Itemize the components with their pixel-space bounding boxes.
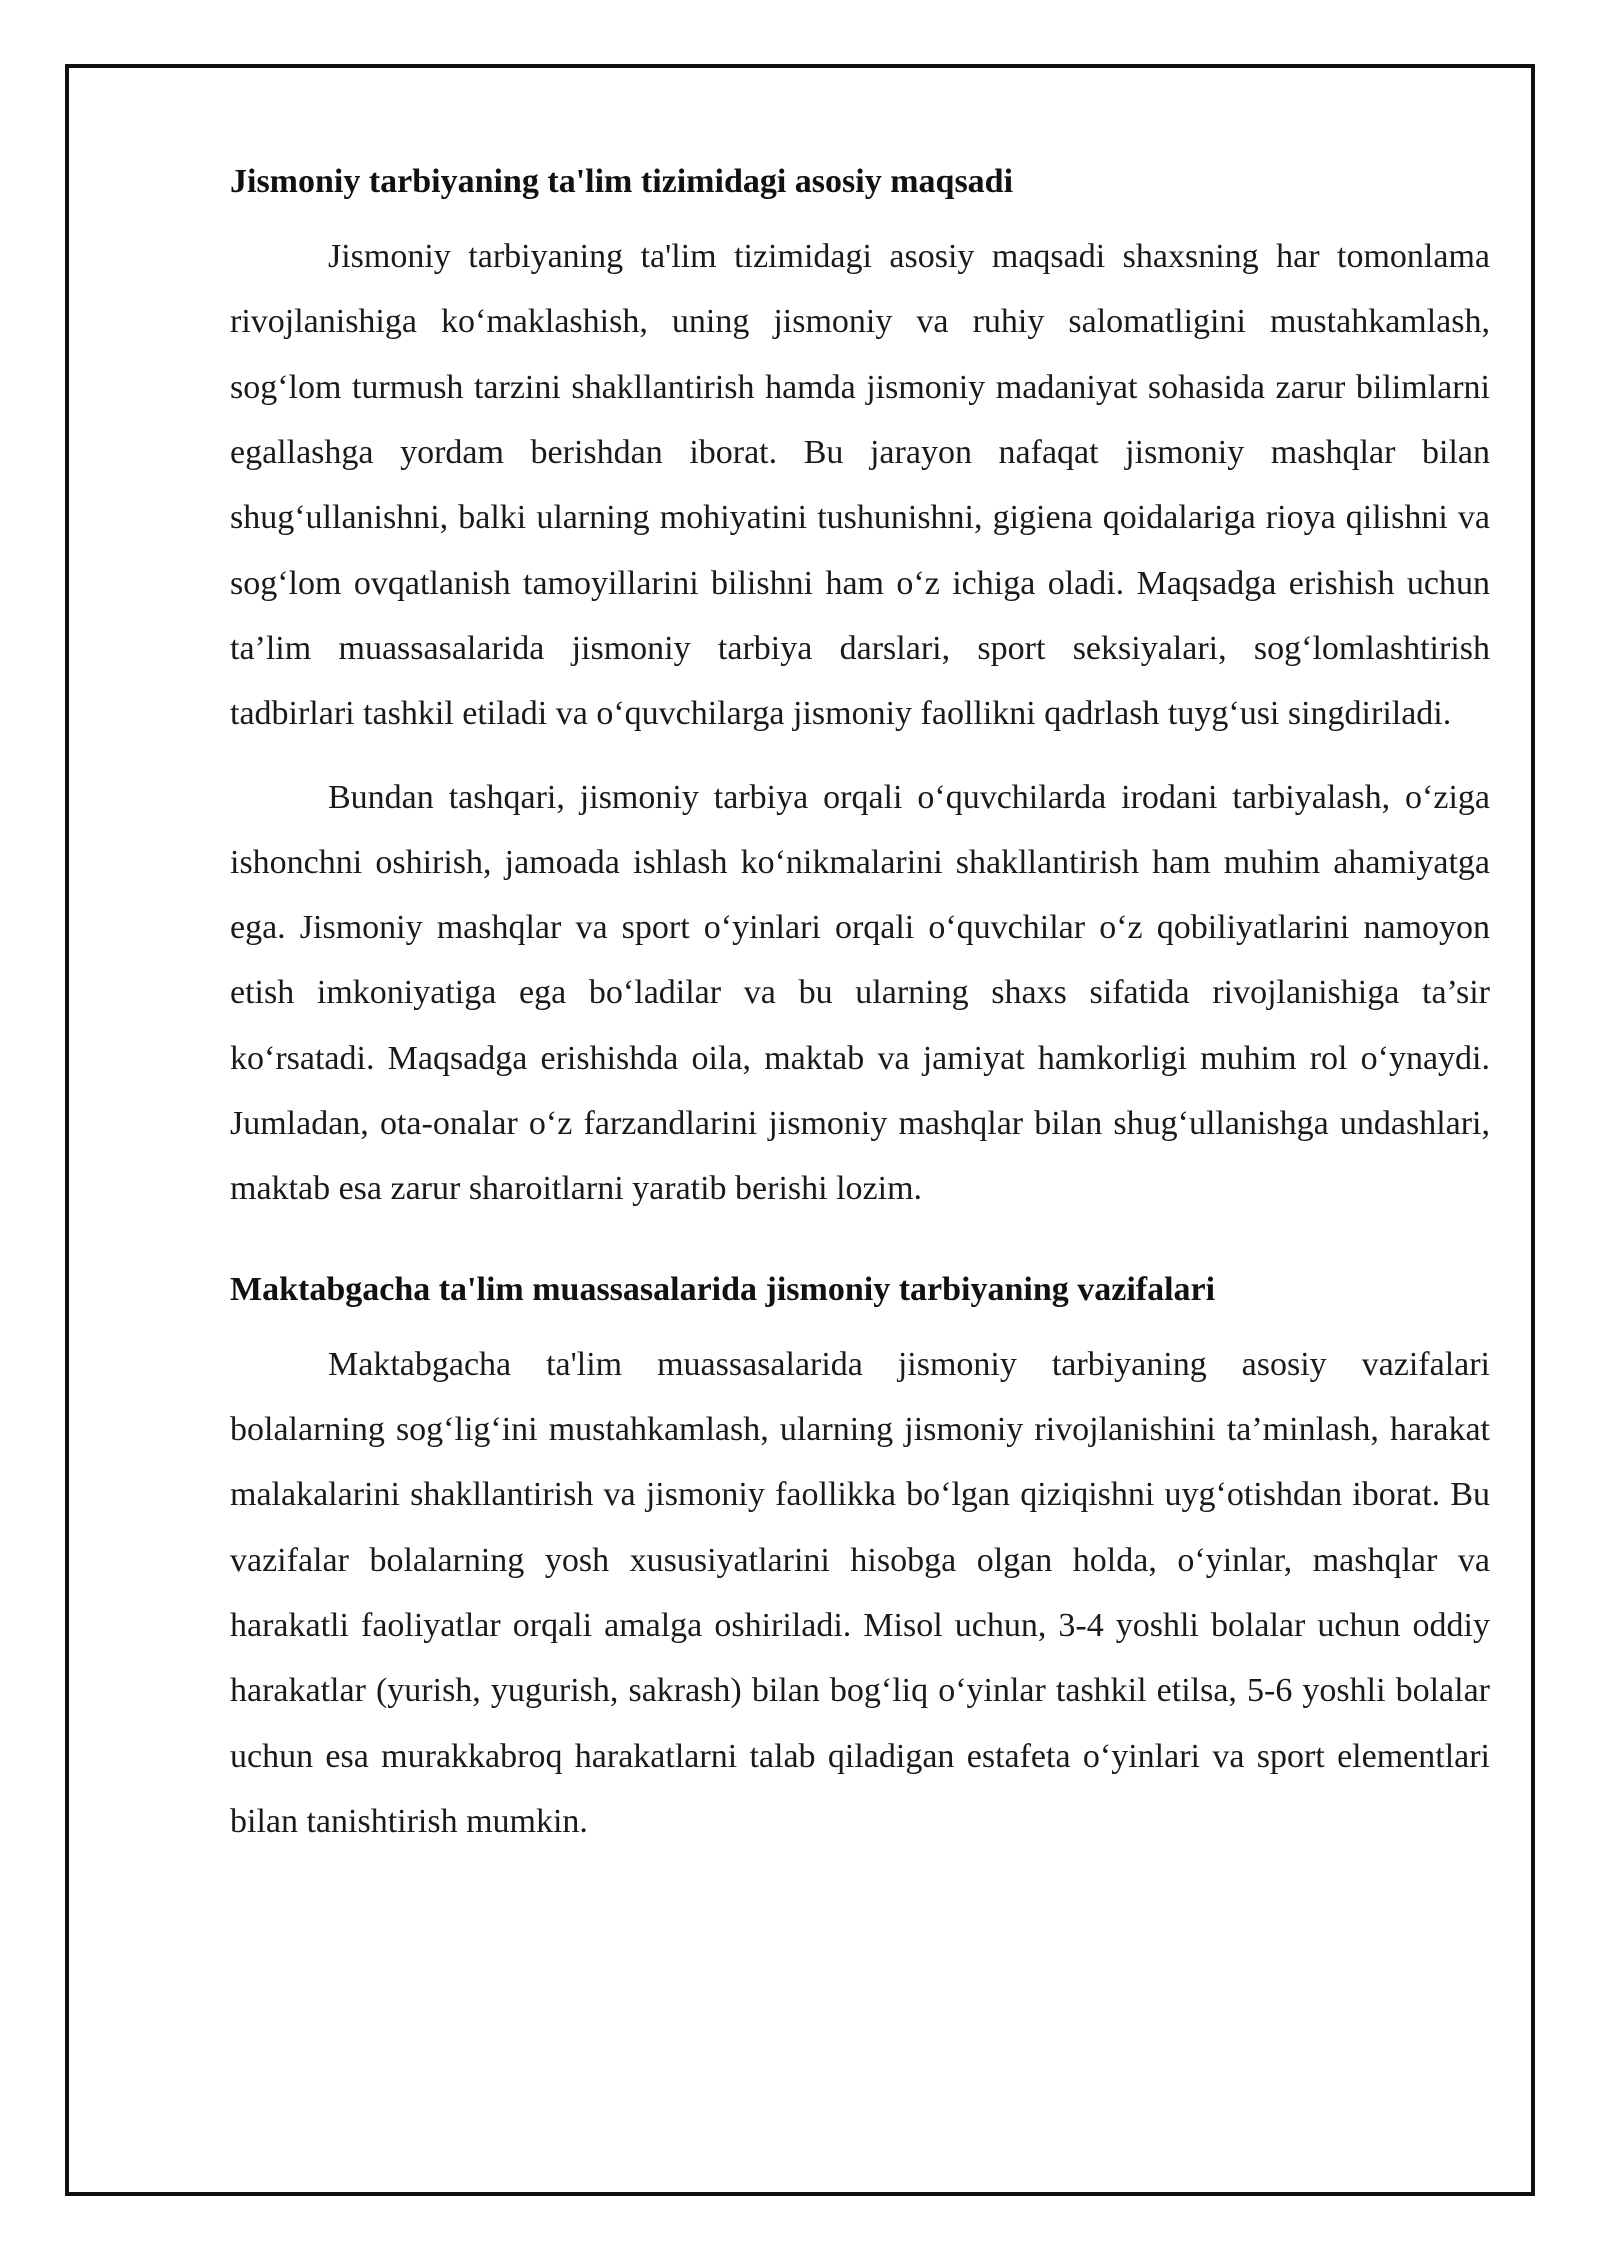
paragraph-goal-1: Jismoniy tarbiyaning ta'lim tizimidagi asosiy maqsadi shaxsning har tomonlama rivojlanishiga ko‘maklashish, uning jismoniy va ruhiy salomatligini mustahkamlash, sog‘lom turmush tarzini shakllantirish hamda jismoniy madaniyat sohasida zarur bilimlarni egallashga yordam berishdan iborat. Bu jarayon nafaqat jismoniy mashqlar bilan shug‘ullanishni, balki ularning mohiyatini tushunishni, gigiena qoidalariga rioya qilishni va sog‘lom ovqatlanish tamoyillarini bilishni ham o‘z ichiga oladi. Maqsadga erishish uchun ta’lim muassasalarida jismoniy tarbiya darslari, sport seksiyalari, sog‘lomlashtirish tadbirlari tashkil etiladi va o‘quvchilarga jismoniy faollikni qadrlash tuyg‘usi singdiriladi. <box>230 238 1490 733</box>
document-body <box>230 160 1490 1872</box>
paragraph-goal-2: Bundan tashqari, jismoniy tarbiya orqali o‘quvchilarda irodani tarbiyalash, o‘ziga ishonchni oshirish, jamoada ishlash ko‘nikmalarini shakllantirish ham muhim ahamiyatga ega. Jismoniy mashqlar va sport o‘yinlari orqali o‘quvchilar o‘z qobiliyatlarini namoyon etish imkoniyatiga ega bo‘ladilar va bu ularning shaxs sifatida rivojlanishiga ta’sir ko‘rsatadi. Maqsadga erishishda oila, maktab va jamiyat hamkorligi muhim rol o‘ynaydi. Jumladan, ota-onalar o‘z farzandlarini jismoniy mashqlar bilan shug‘ullanishga undashlari, maktab esa zarur sharoitlarni yaratib berishi lozim. <box>230 778 1490 1208</box>
paragraph-preschool-tasks-1: Maktabgacha ta'lim muassasalarida jismoniy tarbiyaning asosiy vazifalari bolalarning sog‘lig‘ini mustahkamlash, ularning jismoniy rivojlanishini ta’minlash, harakat malakalarini shakllantirish va jismoniy faollikka bo‘lgan qiziqishni uyg‘otishdan iborat. Bu vazifalar bolalarning yosh xususiyatlarini hisobga olgan holda, o‘yinlar, mashqlar va harakatli faoliyatlar orqali amalga oshiriladi. Misol uchun, 3-4 yoshli bolalar uchun oddiy harakatlar (yurish, yugurish, sakrash) bilan bog‘liq o‘yinlar tashkil etilsa, 5-6 yoshli bolalar uchun esa murakkabroq harakatlarni talab qiladigan estafeta o‘yinlari va sport elementlari bilan tanishtirish mumkin. <box>230 1345 1490 1840</box>
section-heading-preschool-tasks: Maktabgacha ta'lim muassasalarida jismoniy tarbiyaning vazifalari <box>230 1270 1216 1308</box>
section-heading-goal: Jismoniy tarbiyaning ta'lim tizimidagi asosiy maqsadi <box>230 163 1014 200</box>
